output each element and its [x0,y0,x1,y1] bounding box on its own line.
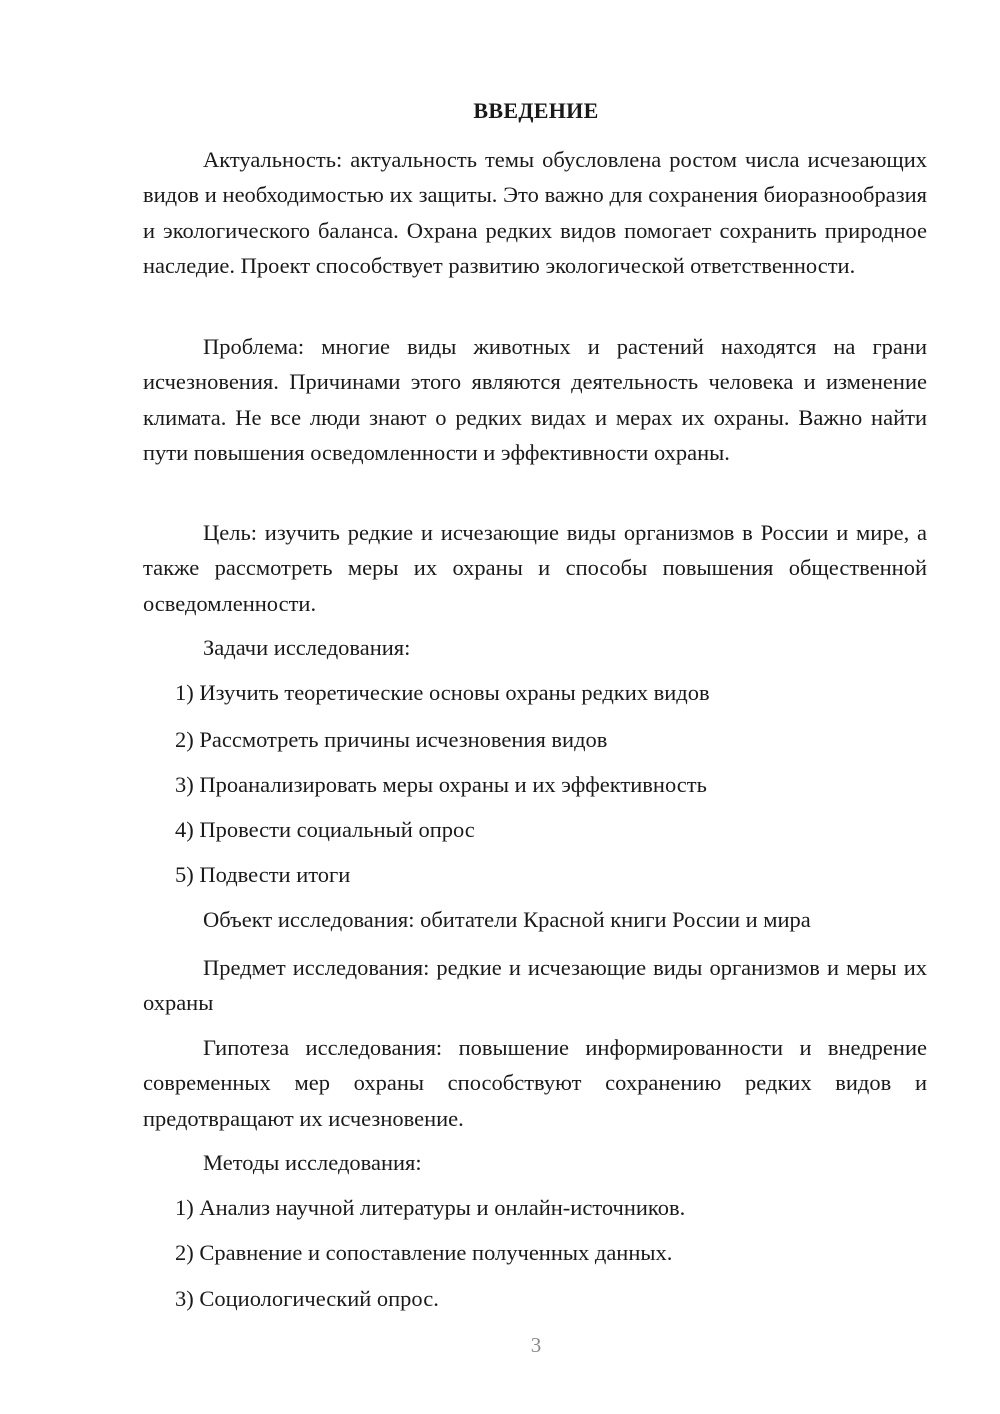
task-item: 5) Подвести итоги [175,862,351,887]
object-line: Объект исследования: обитатели Красной книги России и мира [203,907,811,932]
goal-paragraph: Цель: изучить редкие и исчезающие виды организмов в России и мире, а также рассмотреть меры их охраны и способы повышения общественной осведомленности. [143,520,927,616]
task-item: 4) Провести социальный опрос [175,817,475,842]
task-item: 1) Изучить теоретические основы охраны редких видов [175,680,710,705]
hypothesis-paragraph: Гипотеза исследования: повышение информированности и внедрение современных мер охраны способствуют сохранению редких видов и предотвращают их исчезновение. [143,1035,927,1131]
method-item: 1) Анализ научной литературы и онлайн-источников. [175,1195,686,1220]
problem-paragraph: Проблема: многие виды животных и растений находятся на грани исчезновения. Причинами этого являются деятельность человека и изменение климата. Не все люди знают о редких видах и мерах их охраны. Важно найти пути повышения осведомленности и эффективности охраны. [143,334,927,465]
task-item: 3) Проанализировать меры охраны и их эффективность [175,772,707,797]
section-title: ВВЕДЕНИЕ [473,98,599,123]
method-item: 3) Социологический опрос. [175,1286,439,1311]
methods-heading: Методы исследования: [203,1150,422,1175]
subject-paragraph: Предмет исследования: редкие и исчезающие виды организмов и меры их охраны [143,955,927,1016]
task-item: 2) Рассмотреть причины исчезновения видов [175,727,608,752]
method-item: 2) Сравнение и сопоставление полученных данных. [175,1240,673,1265]
tasks-heading: Задачи исследования: [203,635,411,660]
relevance-paragraph: Актуальность: актуальность темы обусловлена ростом числа исчезающих видов и необходимостью их защиты. Это важно для сохранения биоразнообразия и экологического баланса. Охрана редких видов помогает сохранить природное наследие. Проект способствует развитию экологической ответственности. [143,147,927,278]
page-number: 3 [530,1333,542,1357]
